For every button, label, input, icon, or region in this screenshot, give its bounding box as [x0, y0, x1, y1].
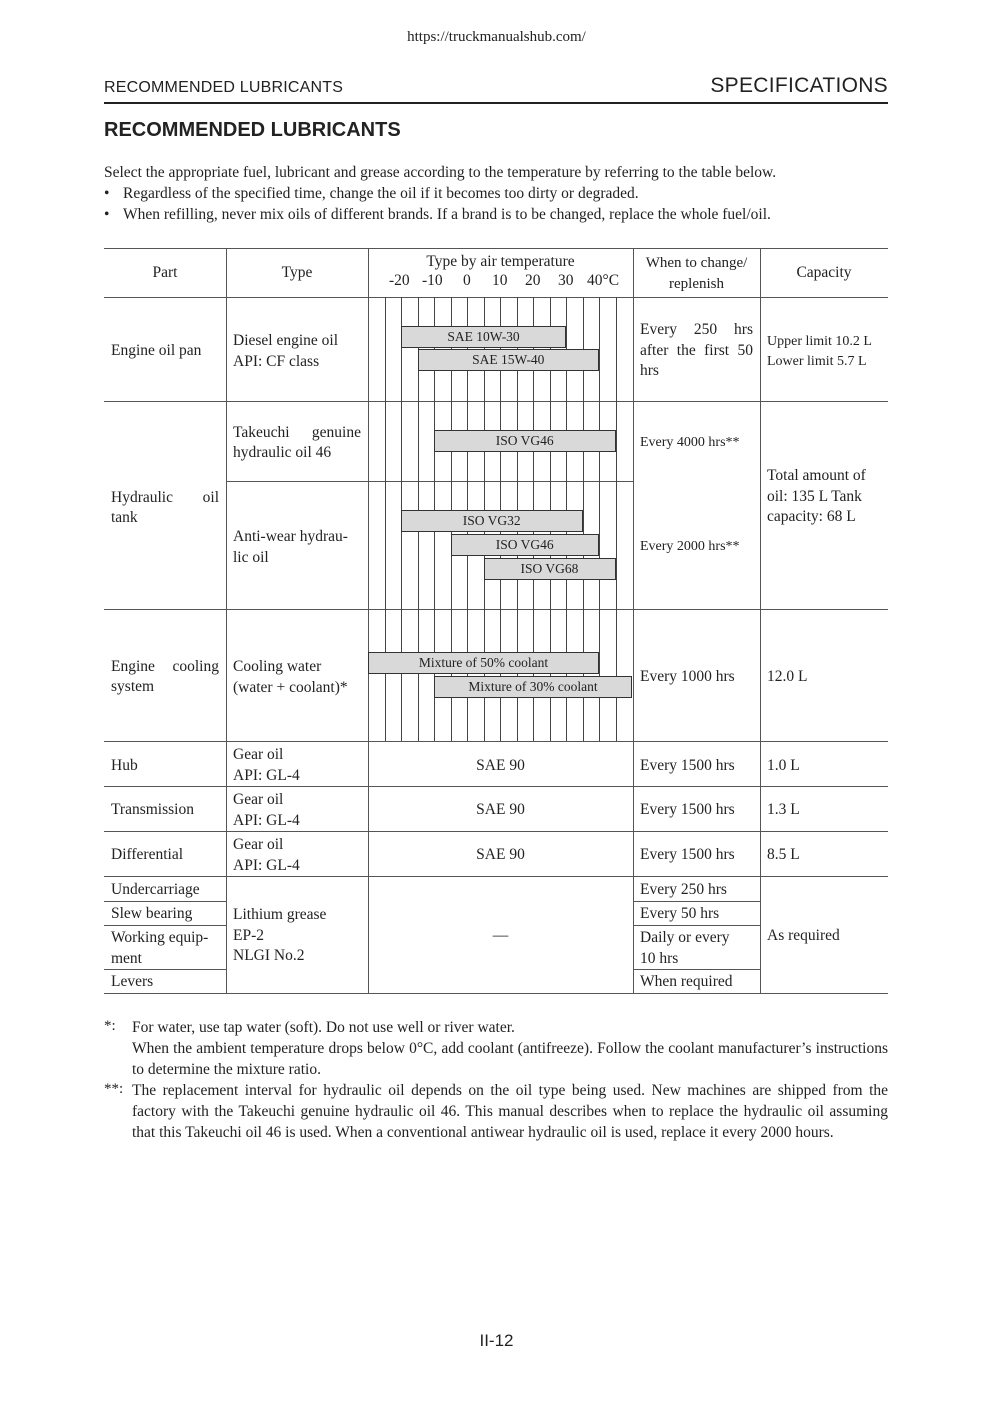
grid-line — [616, 401, 617, 481]
capacity-grease: As required — [767, 927, 840, 944]
part-levers: Levers — [111, 973, 154, 990]
header-change: When to change/ replenish — [645, 255, 748, 292]
grid-line — [616, 481, 617, 609]
running-header-section: RECOMMENDED LUBRICANTS — [104, 79, 344, 96]
temperature-tick: 30 — [558, 272, 574, 289]
intro-text: Select the appropriate fuel, lubricant and grease according to the temperature by referring to the table below. — [104, 164, 777, 181]
part-hydraulic-oil-tank: Hydraulic oil — [111, 489, 219, 506]
temp-hub: SAE 90 — [476, 757, 525, 774]
grid-line — [583, 609, 584, 741]
part-transmission: Transmission — [111, 801, 194, 818]
temperature-bar: ISO VG46 — [451, 534, 600, 556]
page-number: II-12 — [479, 1331, 514, 1350]
temp-transmission: SAE 90 — [476, 801, 525, 818]
temperature-tick: 20 — [525, 272, 541, 289]
footnote-1-line1: For water, use tap water (soft). Do not use well or river water. — [132, 1019, 515, 1036]
header-temperature: Type by air temperature — [426, 253, 575, 270]
bullet-2: • When refilling, never mix oils of different brands. If a brand is to be changed, replace the whole fuel/oil. — [104, 206, 771, 223]
grid-line — [550, 609, 551, 741]
temperature-bar: ISO VG68 — [484, 558, 616, 580]
grid-line — [566, 609, 567, 741]
part-undercarriage: Undercarriage — [111, 881, 200, 898]
type-lithium-grease: Lithium grease EP-2 NLGI No.2 — [233, 906, 327, 964]
bullet-2-text: When refilling, never mix oils of different brands. If a brand is to be changed, replace the whole fuel/oil. — [123, 206, 771, 223]
footnote-1-mark: *: — [104, 1018, 116, 1034]
grid-line — [616, 609, 617, 741]
footnote-1-line2: When the ambient temperature drops below 0°C, add coolant (antifreeze). Follow the coolant manufacturer’s instructions to determine the mixture ratio. — [132, 1040, 888, 1078]
grid-line — [385, 401, 386, 481]
capacity-hydraulic: Total amount of oil: 135 L Tank capacity: 68 L — [767, 467, 866, 525]
change-slew-bearing: Every 50 hrs — [640, 905, 720, 922]
grid-line — [500, 609, 501, 741]
grid-line — [434, 609, 435, 741]
running-header-chapter: SPECIFICATIONS — [710, 74, 888, 97]
capacity-engine-oil: Upper limit 10.2 L Lower limit 5.7 L — [767, 334, 872, 369]
grid-line — [385, 481, 386, 609]
temperature-bar: Mixture of 30% coolant — [434, 676, 632, 698]
grid-line — [385, 609, 386, 741]
grid-line — [401, 401, 402, 481]
temperature-bar: Mixture of 50% coolant — [368, 652, 599, 674]
temperature-tick: 10 — [492, 272, 508, 289]
grid-line — [418, 401, 419, 481]
change-anti-wear: Every 2000 hrs** — [640, 539, 740, 554]
page-title: RECOMMENDED LUBRICANTS — [104, 119, 401, 141]
temperature-bar: SAE 15W-40 — [418, 349, 600, 371]
change-undercarriage: Every 250 hrs — [640, 881, 727, 898]
change-cooling: Every 1000 hrs — [640, 668, 735, 685]
change-differential: Every 1500 hrs — [640, 846, 735, 863]
bullet-1: • Regardless of the specified time, change the oil if it becomes too dirty or degraded. — [104, 185, 639, 202]
header-part: Part — [152, 264, 178, 281]
grid-line — [517, 609, 518, 741]
grid-line — [434, 481, 435, 609]
capacity-hub: 1.0 L — [767, 757, 800, 774]
bullet-1-text: Regardless of the specified time, change the oil if it becomes too dirty or degraded. — [123, 185, 639, 202]
capacity-transmission: 1.3 L — [767, 801, 800, 818]
header-capacity: Capacity — [796, 264, 852, 281]
grid-line — [401, 297, 402, 401]
change-hub: Every 1500 hrs — [640, 757, 735, 774]
header-type: Type — [281, 264, 313, 281]
footnote-2-mark: **: — [104, 1081, 124, 1097]
source-url: https://truckmanualshub.com/ — [407, 29, 586, 45]
temperature-tick: -20 — [389, 272, 410, 289]
change-transmission: Every 1500 hrs — [640, 801, 735, 818]
grid-line — [401, 481, 402, 609]
grid-line — [467, 609, 468, 741]
type-takeuchi-line2: hydraulic oil 46 — [233, 444, 332, 461]
part-hydraulic-oil-tank-line2: tank — [111, 509, 138, 526]
capacity-differential: 8.5 L — [767, 846, 800, 863]
grid-line — [418, 481, 419, 609]
type-diesel-engine-oil: Diesel engine oil API: CF class — [233, 332, 339, 370]
type-hub: Gear oil API: GL-4 — [233, 746, 300, 784]
temperature-tick: 0 — [463, 272, 471, 289]
grid-line — [533, 609, 534, 741]
temperature-bar: ISO VG32 — [401, 510, 583, 532]
temperature-bar: ISO VG46 — [434, 430, 616, 452]
lubricant-table — [104, 248, 888, 994]
type-anti-wear: Anti-wear hydrau- lic oil — [233, 528, 348, 566]
temperature-tick: 40°C — [587, 272, 620, 289]
grid-line — [418, 609, 419, 741]
temperature-bar: SAE 10W-30 — [401, 326, 566, 348]
part-engine-oil-pan: Engine oil pan — [111, 342, 202, 359]
type-takeuchi-line1: Takeuchi genuine — [233, 424, 361, 441]
temp-differential: SAE 90 — [476, 846, 525, 863]
part-hub: Hub — [111, 757, 138, 774]
change-engine-oil: Every 250 hrs after the first 50 hrs — [640, 321, 753, 379]
grid-line — [484, 609, 485, 741]
change-takeuchi: Every 4000 hrs** — [640, 435, 740, 450]
grid-line — [401, 609, 402, 741]
type-cooling-water: Cooling water (water + coolant)* — [233, 658, 348, 696]
part-engine-cooling-line2: system — [111, 678, 155, 695]
grid-line — [599, 297, 600, 401]
part-working-equipment: Working equip- ment — [111, 929, 209, 967]
grid-line — [385, 297, 386, 401]
change-working-equipment: Daily or every 10 hrs — [640, 929, 730, 967]
header-rule — [104, 102, 888, 104]
type-transmission: Gear oil API: GL-4 — [233, 791, 300, 829]
grid-line — [616, 297, 617, 401]
capacity-cooling: 12.0 L — [767, 668, 808, 685]
grid-line — [599, 481, 600, 609]
grid-line — [599, 609, 600, 741]
type-differential: Gear oil API: GL-4 — [233, 836, 300, 874]
temperature-tick: -10 — [422, 272, 443, 289]
temp-grease: — — [492, 927, 509, 944]
grid-line — [451, 609, 452, 741]
part-engine-cooling-line1: Engine cooling — [111, 658, 219, 675]
change-levers: When required — [640, 973, 733, 990]
part-slew-bearing: Slew bearing — [111, 905, 193, 922]
footnote-2-text: The replacement interval for hydraulic oil depends on the oil type being used. New machines are shipped from the factory with the Takeuchi genuine hydraulic oil 46. This manual describes when to replace the hydraulic oil assuming that this Takeuchi oil 46 is used. When a conventional antiwear hydraulic oil is used, replace it every 2000 hours. — [132, 1082, 888, 1141]
part-differential: Differential — [111, 846, 184, 863]
